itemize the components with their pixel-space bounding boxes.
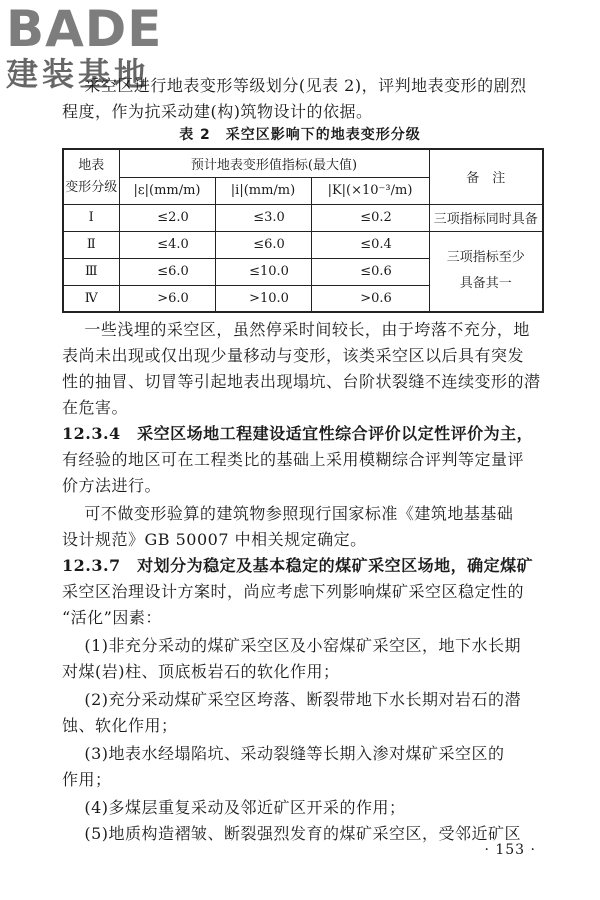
row-grade: Ⅲ [63,258,119,285]
row-k: >0.6 [311,285,429,312]
intro-line-1: 采空区进行地表变形等级划分(见表 2)，评判地表变形的剧烈 [62,76,527,95]
header-notes: 备 注 [429,149,543,204]
logo-wordmark: BADE [6,0,163,58]
body-line: 性的抽冒、切冒等引起地表出现塌坑、台阶状裂缝不连续变形的潜 [62,372,541,391]
row-i: ≤6.0 [215,231,311,258]
table-row [63,231,543,258]
body-line: “活化”因素： [62,608,162,627]
row-k: ≤0.4 [311,231,429,258]
body-line: 价方法进行。 [62,476,162,495]
list-item: (1)非充分采动的煤矿采空区及小窑煤矿采空区，地下水长期 [62,636,522,655]
body-line: 设计规范》GB 50007 中相关规定确定。 [62,530,367,549]
list-item: (4)多煤层重复采动及邻近矿区开采的作用； [62,798,406,817]
row-note-1: 三项指标同时具备 [429,204,543,231]
list-item: (5)地质构造褶皱、断裂强烈发育的煤矿采空区，受邻近矿区 [62,824,522,843]
body-line: 采空区治理设计方案时，尚应考虑下列影响煤矿采空区稳定性的 [62,582,525,601]
body-line: 有经验的地区可在工程类比的基础上采用模糊综合评判等定量评 [62,450,525,469]
list-item: 蚀、软化作用； [62,716,178,735]
row-i: >10.0 [215,285,311,312]
row-i: ≤10.0 [215,258,311,285]
table-row [63,204,543,231]
header-grade: 地表 变形分级 [63,149,119,204]
logo-subtitle: 建装基地 [6,55,151,93]
row-grade: Ⅱ [63,231,119,258]
header-k: |K|(×10⁻³/m) [311,177,429,204]
list-item: (2)充分采动煤矿采空区垮落、断裂带地下水长期对岩石的潜 [62,690,522,709]
body-line: 表尚未出现或仅出现少量移动与变形，该类采空区以后具有突发 [62,346,525,365]
row-k: ≤0.6 [311,258,429,285]
row-i: ≤3.0 [215,204,311,231]
body-line: 在危害。 [62,398,129,417]
intro-line-2: 程度，作为抗采动建(构)筑物设计的依据。 [62,102,373,121]
row-epsilon: >6.0 [119,285,215,312]
list-item: (3)地表水经塌陷坑、采动裂缝等长期入渗对煤矿采空区的 [62,744,505,763]
table-caption: 表 2 采空区影响下的地表变形分级 [179,127,421,143]
clause-12-3-7: 12.3.7 对划分为稳定及基本稳定的煤矿采空区场地，确定煤矿 [62,556,534,575]
row-note-2: 三项指标至少 具备其一 [429,231,543,312]
list-item: 作用； [62,770,112,789]
row-epsilon: ≤4.0 [119,231,215,258]
body-line: 一些浅埋的采空区，虽然停采时间较长，由于垮落不充分，地 [62,320,530,339]
row-epsilon: ≤2.0 [119,204,215,231]
row-grade: Ⅰ [63,204,119,231]
deformation-grade-table [62,148,544,313]
header-indicators: 预计地表变形值指标(最大值) [119,149,429,177]
body-line: 可不做变形验算的建筑物参照现行国家标准《建筑地基基础 [62,504,514,523]
row-grade: Ⅳ [63,285,119,312]
row-k: ≤0.2 [311,204,429,231]
clause-12-3-4: 12.3.4 采空区场地工程建设适宜性综合评价以定性评价为主， [62,424,534,443]
row-epsilon: ≤6.0 [119,258,215,285]
page-number: · 153 · [484,842,536,858]
header-epsilon: |ε|(mm/m) [119,177,215,204]
list-item: 对煤(岩)柱、顶底板岩石的软化作用； [62,662,340,681]
header-i: |i|(mm/m) [215,177,311,204]
